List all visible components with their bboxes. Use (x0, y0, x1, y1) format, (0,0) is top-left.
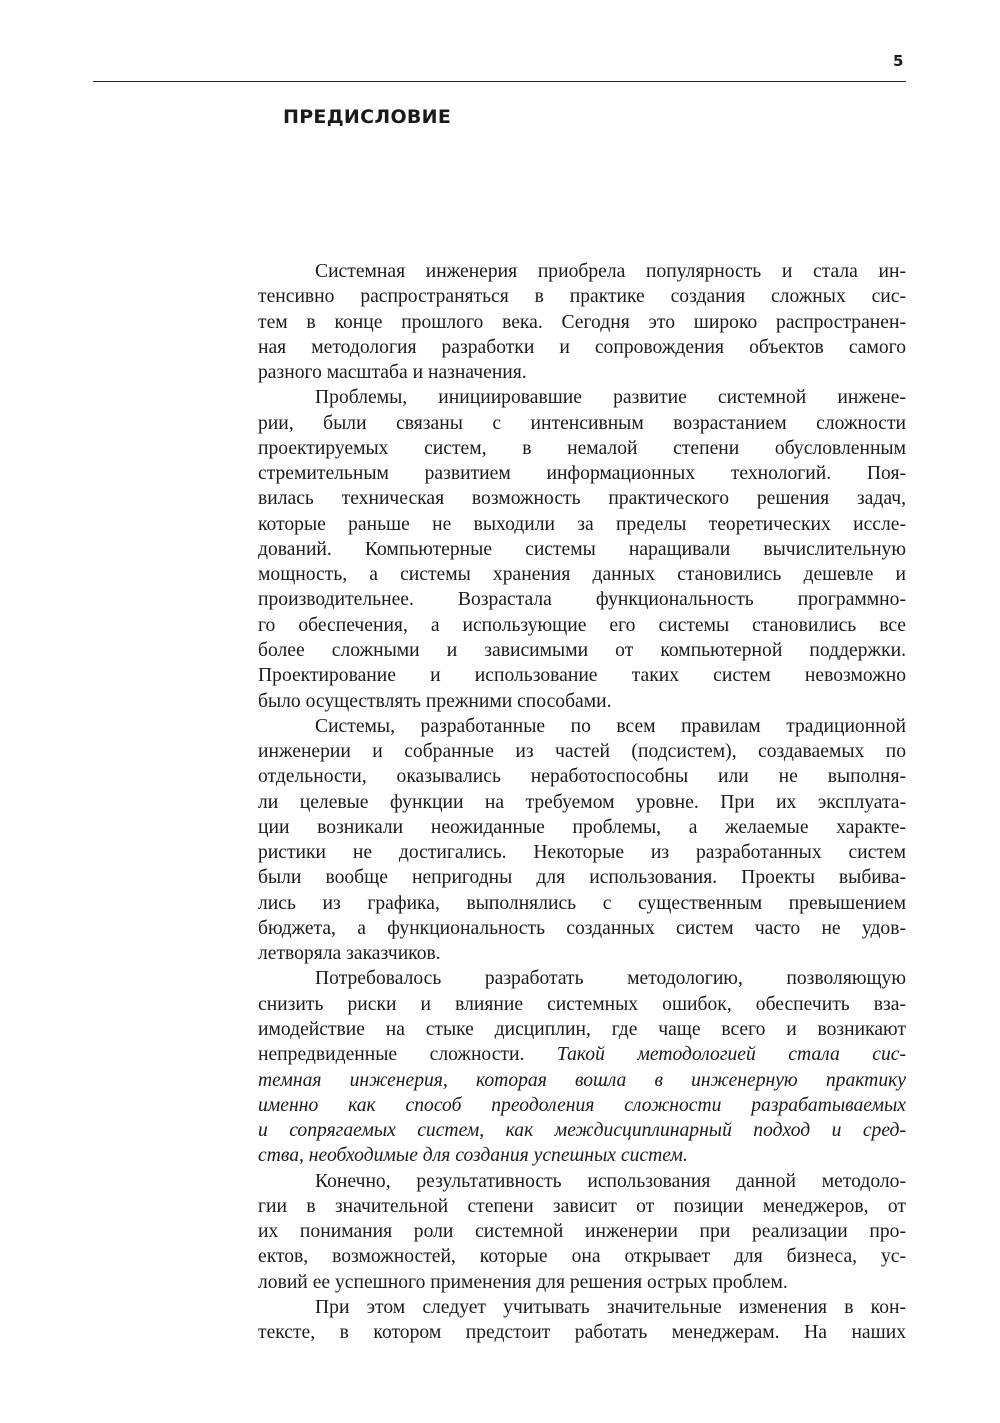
text-line (258, 1219, 906, 1244)
text-segment: рии, были связаны с интенсивным возрастанием сложности (258, 412, 906, 434)
text-segment: ная методология разработки и сопровождения объектов самого (258, 336, 906, 358)
text-line (258, 638, 906, 663)
text-line (258, 562, 906, 587)
italic-text: темная инженерия, которая вошла в инженерную практику (258, 1069, 906, 1091)
text-segment: тенсивно распространяться в практике создания сложных сис- (258, 286, 906, 308)
text-line (258, 1194, 906, 1219)
text-line (258, 739, 906, 764)
text-line (258, 865, 906, 890)
text-segment: их понимания роли системной инженерии при реализации про- (258, 1221, 906, 1243)
italic-text: Такой методологией стала сис- (556, 1044, 906, 1066)
text-line (258, 941, 906, 966)
text-segment: тем в конце прошлого века. Сегодня это широко распространен- (258, 311, 906, 333)
text-line (258, 1244, 906, 1269)
text-segment: дований. Компьютерные системы наращивали вычислительную (258, 538, 906, 560)
text-line (258, 436, 906, 461)
text-line (258, 284, 906, 309)
text-segment: проектируемых систем, в немалой степени обусловленным (258, 437, 906, 459)
text-line (258, 411, 906, 436)
text-segment: го обеспечения, а использующие его системы становились все (258, 614, 906, 636)
text-line (258, 1143, 906, 1168)
text-segment: отдельности, оказывались неработоспособны или не выполня- (258, 766, 906, 788)
text-segment: ристики не достигались. Некоторые из разработанных систем (258, 842, 906, 864)
text-segment: вилась техническая возможность практического решения задач, (258, 488, 906, 510)
text-line (258, 815, 906, 840)
text-line (258, 613, 906, 638)
text-line (258, 512, 906, 537)
text-line (258, 1295, 906, 1320)
text-segment: бюджета, а функциональность созданных систем часто не удов- (258, 917, 906, 939)
text-segment: тексте, в котором предстоит работать менеджерам. На наших (258, 1322, 906, 1344)
text-line (258, 461, 906, 486)
italic-text: и сопрягаемых систем, как междисциплинарный подход и сред- (258, 1120, 906, 1142)
text-segment: гии в значительной степени зависит от позиции менеджеров, от (258, 1195, 906, 1217)
text-line (258, 714, 906, 739)
text-line (258, 537, 906, 562)
text-line (258, 1017, 906, 1042)
text-segment: ловий ее успешного применения для решения острых проблем. (258, 1271, 788, 1293)
page-number: 5 (893, 52, 904, 70)
text-segment: Системная инженерия приобрела популярность и стала ин- (315, 261, 906, 282)
text-segment: которые раньше не выходили за пределы теоретических иссле- (258, 513, 906, 535)
text-line (258, 790, 906, 815)
text-line (258, 310, 906, 335)
text-segment: имодействие на стыке дисциплин, где чаще всего и возникают (258, 1018, 906, 1040)
text-line (258, 1068, 906, 1093)
text-line (258, 1042, 906, 1067)
text-line (258, 587, 906, 612)
text-segment: снизить риски и влияние системных ошибок, обеспечить вза- (258, 993, 906, 1015)
text-segment: Потребовалось разработать методологию, позволяющую (315, 968, 906, 990)
text-segment: были вообще непригодны для использования. Проекты выбива- (258, 867, 906, 889)
chapter-title: ПРЕДИСЛОВИЕ (283, 106, 452, 128)
text-segment: летворяла заказчиков. (258, 943, 441, 965)
text-line (258, 1118, 906, 1143)
body-text (258, 259, 906, 1345)
text-line (258, 764, 906, 789)
text-segment: Проблемы, инициировавшие развитие системной инжене- (315, 387, 906, 409)
text-line (258, 1169, 906, 1194)
text-line (258, 385, 906, 410)
text-line (258, 360, 906, 385)
header-rule (93, 81, 906, 82)
text-line (258, 1270, 906, 1295)
text-segment: Проектирование и использование таких систем невозможно (258, 665, 906, 687)
text-segment: ции возникали неожиданные проблемы, а желаемые характе- (258, 816, 906, 838)
text-line (258, 259, 906, 284)
text-line (258, 1093, 906, 1118)
text-segment: При этом следует учитывать значительные изменения в кон- (315, 1296, 906, 1318)
text-line (258, 992, 906, 1017)
text-line (258, 916, 906, 941)
text-segment: стремительным развитием информационных технологий. Поя- (258, 463, 906, 485)
text-line (258, 486, 906, 511)
text-segment: более сложными и зависимыми от компьютерной поддержки. (258, 639, 906, 661)
text-line (258, 689, 906, 714)
text-line (258, 663, 906, 688)
text-line (258, 840, 906, 865)
text-segment: непредвиденные сложности. (258, 1044, 557, 1066)
italic-text: ства, необходимые для создания успешных систем. (258, 1145, 688, 1167)
text-line (258, 1320, 906, 1345)
text-line (258, 891, 906, 916)
text-segment: инженерии и собранные из частей (подсистем), создаваемых по (258, 741, 906, 763)
text-segment: лись из графика, выполнялись с существенным превышением (258, 892, 906, 914)
text-segment: ектов, возможностей, которые она открывает для бизнеса, ус- (258, 1246, 906, 1268)
text-segment: мощность, а системы хранения данных становились дешевле и (258, 564, 906, 586)
text-line (258, 966, 906, 991)
text-segment: Системы, разработанные по всем правилам традиционной (315, 715, 906, 737)
text-segment: разного масштаба и назначения. (258, 362, 527, 384)
italic-text: именно как способ преодоления сложности разрабатываемых (258, 1094, 906, 1116)
text-segment: ли целевые функции на требуемом уровне. При их эксплуата- (258, 791, 906, 813)
text-line (258, 335, 906, 360)
text-segment: производительнее. Возрастала функциональность программно- (258, 589, 906, 611)
text-segment: было осуществлять прежними способами. (258, 690, 612, 712)
text-segment: Конечно, результативность использования данной методоло- (315, 1170, 906, 1192)
